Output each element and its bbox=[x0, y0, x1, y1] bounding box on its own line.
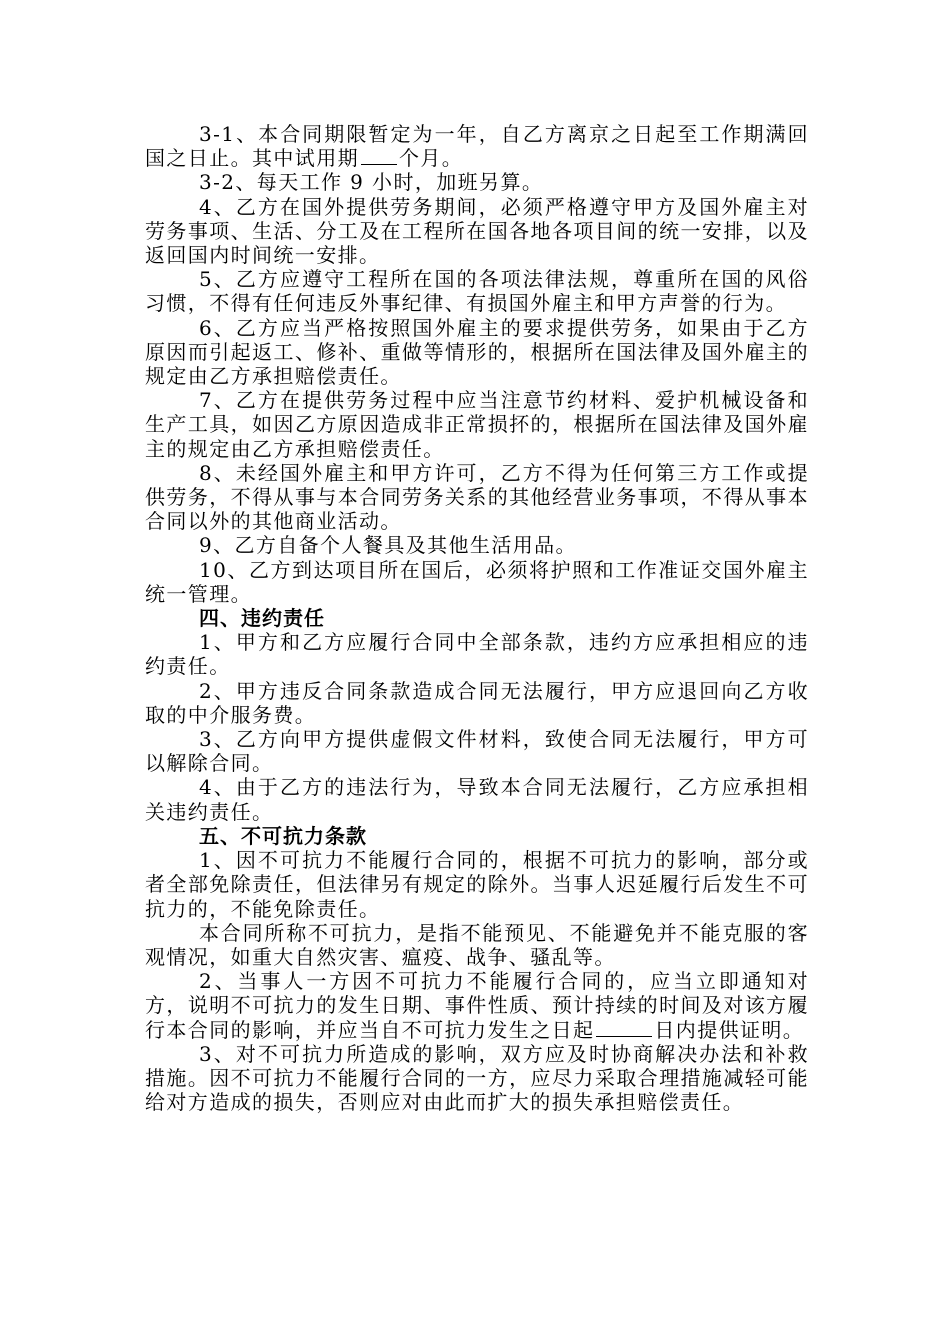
clause-6: 6、乙方应当严格按照国外雇主的要求提供劳务，如果由于乙方原因而引起返工、修补、重做等情形的，根据所在国法律及国外雇主的规定由乙方承担赔偿责任。 bbox=[145, 315, 809, 389]
breach-clause-4: 4、由于乙方的违法行为，导致本合同无法履行，乙方应承担相关违约责任。 bbox=[145, 775, 809, 824]
section-heading-breach: 四、违约责任 bbox=[199, 606, 325, 631]
breach-clause-3: 3、乙方向甲方提供虚假文件材料，致使合同无法履行，甲方可以解除合同。 bbox=[145, 727, 809, 776]
clause-8: 8、未经国外雇主和甲方许可，乙方不得为任何第三方工作或提供劳务，不得从事与本合同劳务关系的其他经营业务事项，不得从事本合同以外的其他商业活动。 bbox=[145, 460, 809, 534]
force-majeure-clause-1: 1、因不可抗力不能履行合同的，根据不可抗力的影响，部分或者全部免除责任，但法律另有规定的除外。当事人迟延履行后发生不可抗力的，不能免除责任。 bbox=[145, 848, 809, 921]
breach-clause-2: 2、甲方违反合同条款造成合同无法履行，甲方应退回向乙方收取的中介服务费。 bbox=[145, 678, 809, 727]
clause-5: 5、乙方应遵守工程所在国的各项法律法规，尊重所在国的风俗习惯，不得有任何违反外事纪律、有损国外雇主和甲方声誉的行为。 bbox=[145, 267, 809, 316]
force-majeure-clause-3: 3、对不可抗力所造成的影响，双方应及时协商解决办法和补救措施。因不可抗力不能履行合同的一方，应尽力采取合理措施减轻可能给对方造成的损失，否则应对由此而扩大的损失承担赔偿责任。 bbox=[145, 1041, 809, 1115]
clause-4: 4、乙方在国外提供劳务期间，必须严格遵守甲方及国外雇主对劳务事项、生活、分工及在工程所在国各地各项目间的统一安排，以及返回国内时间统一安排。 bbox=[145, 194, 809, 268]
clause-3-1: 3-1、本合同期限暂定为一年，自乙方离京之日起至工作期满回国之日止。其中试用期 个月。 bbox=[145, 122, 809, 171]
proof-days-blank bbox=[596, 1018, 652, 1037]
clause-10: 10、乙方到达项目所在国后，必须将护照和工作准证交国外雇主统一管理。 bbox=[145, 557, 809, 606]
clause-7: 7、乙方在提供劳务过程中应当注意节约材料、爱护机械设备和生产工具，如因乙方原因造成非正常损抔的，根据所在国法律及国外雇主的规定由乙方承担赔偿责任。 bbox=[145, 388, 809, 461]
clause-3-2: 3-2、每天工作 9 小时，加班另算。 bbox=[199, 170, 544, 195]
document-body bbox=[145, 122, 809, 1114]
force-majeure-clause-2: 2、当事人一方因不可抗力不能履行合同的，应当立即通知对方，说明不可抗力的发生日期、事件性质、预计持续的时间及对该方履行本合同的影响，并应当自不可抗力发生之日起 日内提供证明。 bbox=[145, 969, 809, 1042]
trial-period-blank bbox=[361, 146, 397, 165]
section-heading-force-majeure: 五、不可抗力条款 bbox=[199, 823, 367, 848]
breach-clause-1: 1、甲方和乙方应履行合同中全部条款，违约方应承担相应的违约责任。 bbox=[145, 630, 809, 679]
clause-9: 9、乙方自备个人餐具及其他生活用品。 bbox=[199, 533, 577, 558]
force-majeure-definition: 本合同所称不可抗力，是指不能预见、不能避免并不能克服的客观情况，如重大自然灾害、瘟疫、战争、骚乱等。 bbox=[145, 920, 809, 969]
